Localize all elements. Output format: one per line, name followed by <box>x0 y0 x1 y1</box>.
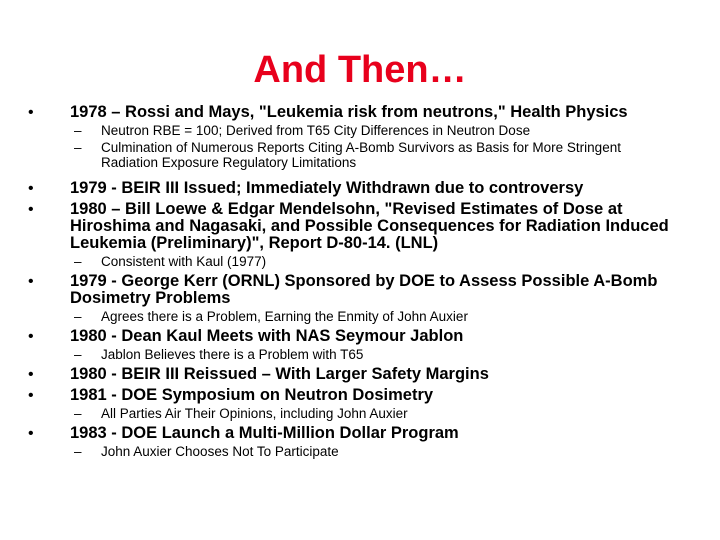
sub-text: Culmination of Numerous Reports Citing A-Bomb Survivors as Basis for More Stringent Radiation Exposure Regulatory Limitations <box>101 140 621 170</box>
bullet-icon: • <box>28 201 34 218</box>
dash-icon: – <box>74 254 82 269</box>
dash-icon: – <box>74 123 82 138</box>
sub-item <box>0 140 720 170</box>
dash-icon: – <box>74 347 82 362</box>
slide-content <box>0 100 720 459</box>
bullet-text: 1978 – Rossi and Mays, "Leukemia risk from neutrons," Health Physics <box>70 103 628 121</box>
bullet-icon: • <box>28 104 34 121</box>
bullet-item <box>0 201 720 252</box>
bullet-item <box>0 273 720 307</box>
bullet-text: 1983 - DOE Launch a Multi-Million Dollar Program <box>70 424 459 442</box>
bullet-item <box>0 328 720 345</box>
sub-item <box>0 309 720 324</box>
bullet-item <box>0 366 720 383</box>
bullet-text: 1981 - DOE Symposium on Neutron Dosimetry <box>70 386 434 404</box>
bullet-icon: • <box>28 425 34 442</box>
sub-item <box>0 123 720 138</box>
bullet-item <box>0 180 720 197</box>
sub-text: Agrees there is a Problem, Earning the Enmity of John Auxier <box>101 309 468 324</box>
bullet-item <box>0 104 720 121</box>
dash-icon: – <box>74 444 82 459</box>
dash-icon: – <box>74 309 82 324</box>
sub-item <box>0 444 720 459</box>
bullet-icon: • <box>28 328 34 345</box>
sub-item <box>0 347 720 362</box>
sub-text: Jablon Believes there is a Problem with T65 <box>101 347 364 362</box>
sub-text: John Auxier Chooses Not To Participate <box>101 444 339 459</box>
dash-icon: – <box>74 140 82 155</box>
bullet-text: 1980 - Dean Kaul Meets with NAS Seymour Jablon <box>70 327 464 345</box>
bullet-icon: • <box>28 180 34 197</box>
bullet-icon: • <box>28 273 34 290</box>
sub-item <box>0 406 720 421</box>
sub-text: Consistent with Kaul (1977) <box>101 254 267 269</box>
bullet-text: 1979 - George Kerr (ORNL) Sponsored by DOE to Assess Possible A-Bomb Dosimetry Problems <box>70 272 658 307</box>
dash-icon: – <box>74 406 82 421</box>
bullet-text: 1980 - BEIR III Reissued – With Larger Safety Margins <box>70 365 489 383</box>
slide-title: And Then… <box>253 49 467 91</box>
bullet-icon: • <box>28 366 34 383</box>
bullet-icon: • <box>28 387 34 404</box>
sub-text: Neutron RBE = 100; Derived from T65 City Differences in Neutron Dose <box>101 123 531 138</box>
sub-text: All Parties Air Their Opinions, including John Auxier <box>101 406 408 421</box>
bullet-item <box>0 387 720 404</box>
bullet-text: 1980 – Bill Loewe & Edgar Mendelsohn, "Revised Estimates of Dose at Hiroshima and Nagasaki, and Possible Consequences for Radiation Induced Leukemia (Preliminary)", Report D-80-14. (LNL) <box>70 200 669 252</box>
bullet-text: 1979 - BEIR III Issued; Immediately Withdrawn due to controversy <box>70 179 584 197</box>
bullet-item <box>0 425 720 442</box>
sub-item <box>0 254 720 269</box>
